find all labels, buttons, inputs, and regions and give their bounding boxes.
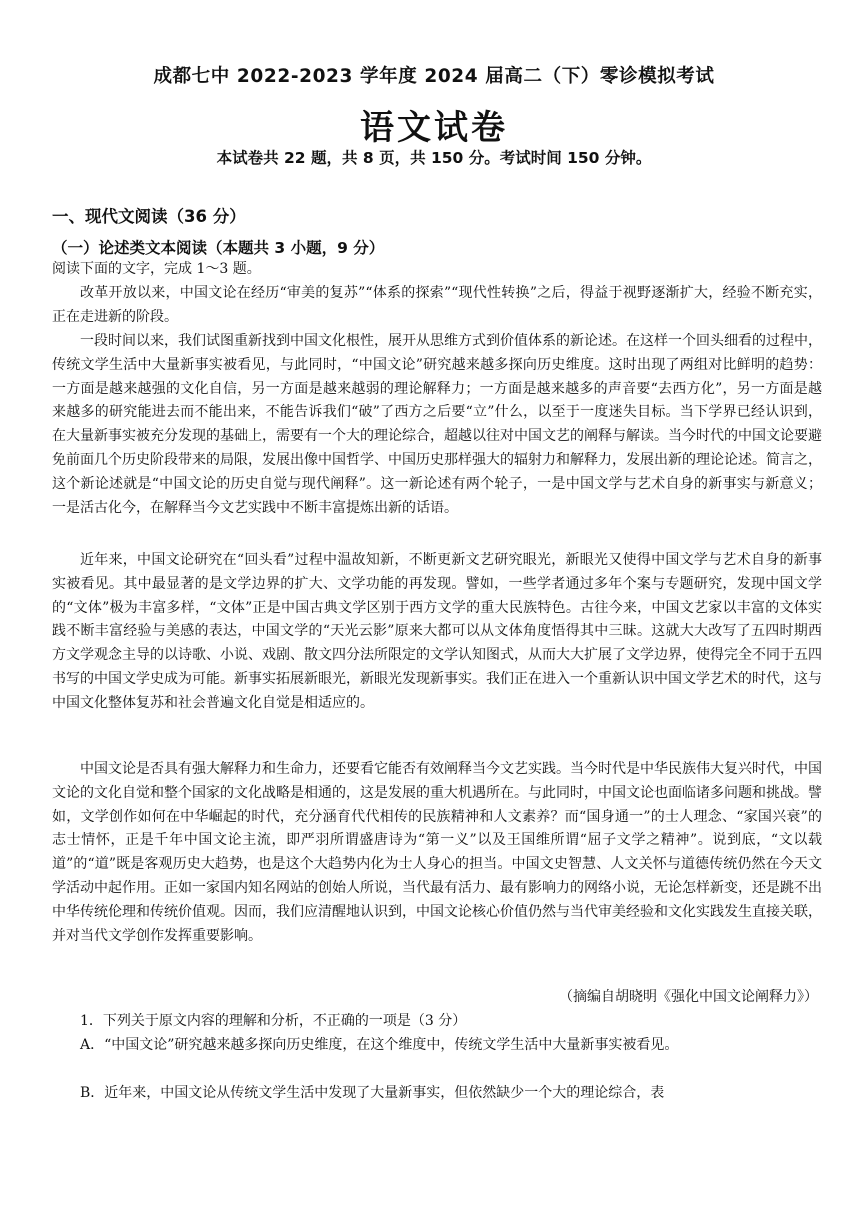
paper-title: 语文试卷 [360,108,508,148]
passage-paragraph-2: 一段时间以来，我们试图重新找到中国文化根性，展开从思维方式到价值体系的新论述。在这样一个回头细看的过程中，传统文学生活中大量新事实被看见，与此同时，“中国文论”研究越来越多探向历史维度。这时出现了两组对比鲜明的趋势：一方面是越来越强的文化自信，另一方面是越来越弱的理论解释力；一方面是越来越多的声音要“去西方化”，另一方面是越来越多的研究能进去而不能出来，不能告诉我们“破”了西方之后要“立”什么，以至于一度迷失目标。当下学界已经认识到，在大量新事实被充分发现的基础上，需要有一个大的理论综合，超越以往对中国文艺的阐释与解读。当今时代的中国文论要避免前面几个历史阶段带来的局限，发展出像中国哲学、中国历史那样强大的辐射力和解释力，发展出新的理论论述。简言之，这个新论述就是“中国文论的历史自觉与现代阐释”。这一新论述有两个轮子，一是中国文学与艺术自身的新事实与新意义；一是活古化今，在解释当今文艺实践中不断丰富提炼出新的话语。 [52,333,822,516]
passage-paragraph-3: 近年来，中国文论研究在“回头看”过程中温故知新，不断更新文艺研究眼光，新眼光又使得中国文学与艺术自身的新事实被看见。其中最显著的是文学边界的扩大、文学功能的再发现。譬如，一些学者通过多年个案与专题研究，发现中国文学的“文体”极为丰富多样，“文体”正是中国古典文学区别于西方文学的重大民族特色。古往今来，中国文艺家以丰富的文体实践不断丰富经验与美感的表达，中国文学的“天光云影”原来大都可以从文体角度悟得其中三昧。这就大大改写了五四时期西方文学观念主导的以诗歌、小说、戏剧、散文四分法所限定的文学认知图式，从而大大扩展了文学边界，使得完全不同于五四书写的中国文学史成为可能。新事实拓展新眼光，新眼光发现新事实。我们正在进入一个重新认识中国文学艺术的时代，这与中国文化整体复苏和社会普遍文化自觉是相适应的。 [52,552,822,711]
passage-paragraph-4: 中国文论是否具有强大解释力和生命力，还要看它能否有效阐释当今文艺实践。当今时代是中华民族伟大复兴时代，中国文论的文化自觉和整个国家的文化战略是相通的，这是发展的重大机遇所在。与此同时，中国文论也面临诸多问题和挑战。譬如，文学创作如何在中华崛起的时代，充分涵育代代相传的民族精神和人文素养？而“国身通一”的士人理念、“家国兴衰”的志士情怀，正是千年中国文论主流，即严羽所谓盛唐诗为“第一义”以及王国维所谓“屈子文学之精神”。说到底，“文以载道”的“道”既是客观历史大趋势，也是这个大趋势内化为士人身心的担当。中国文史智慧、人文关怀与道德传统仍然在今天文学活动中起作用。正如一家国内知名网站的创始人所说，当代最有活力、最有影响力的网络小说，无论怎样新变，还是跳不出中华传统伦理和传统价值观。因而，我们应清醒地认识到，中国文论核心价值仍然与当代审美经验和文化实践发生直接关联，并对当代文学创作发挥重要影响。 [52,761,822,944]
section-heading: 一、现代文阅读（36 分） [52,207,246,226]
passage-paragraph-1: 改革开放以来，中国文论在经历“审美的复苏”“体系的探索”“现代性转换”之后，得益于视野逐渐扩大，经验不断充实，正在走进新的阶段。 [52,285,822,325]
question-1-option-a: A．“中国文论”研究越来越多探向历史维度，在这个维度中，传统文学生活中大量新事实被看见。 [80,1037,679,1053]
reading-instruction: 阅读下面的文字，完成 1～3 题。 [52,261,261,277]
question-1-stem: 1．下列关于原文内容的理解和分析，不正确的一项是（3 分） [80,1013,467,1029]
subsection-heading: （一）论述类文本阅读（本题共 3 小题，9 分） [52,239,385,257]
passage-source: （摘编自胡晓明《强化中国文论阐释力》） [559,989,818,1005]
exam-info: 本试卷共 22 题，共 8 页，共 150 分。考试时间 150 分钟。 [216,149,652,167]
school-exam-title: 成都七中 2022-2023 学年度 2024 届高二（下）零诊模拟考试 [153,66,715,87]
question-1-option-b: B．近年来，中国文论从传统文学生活中发现了大量新事实，但依然缺少一个大的理论综合，表 [80,1085,665,1101]
